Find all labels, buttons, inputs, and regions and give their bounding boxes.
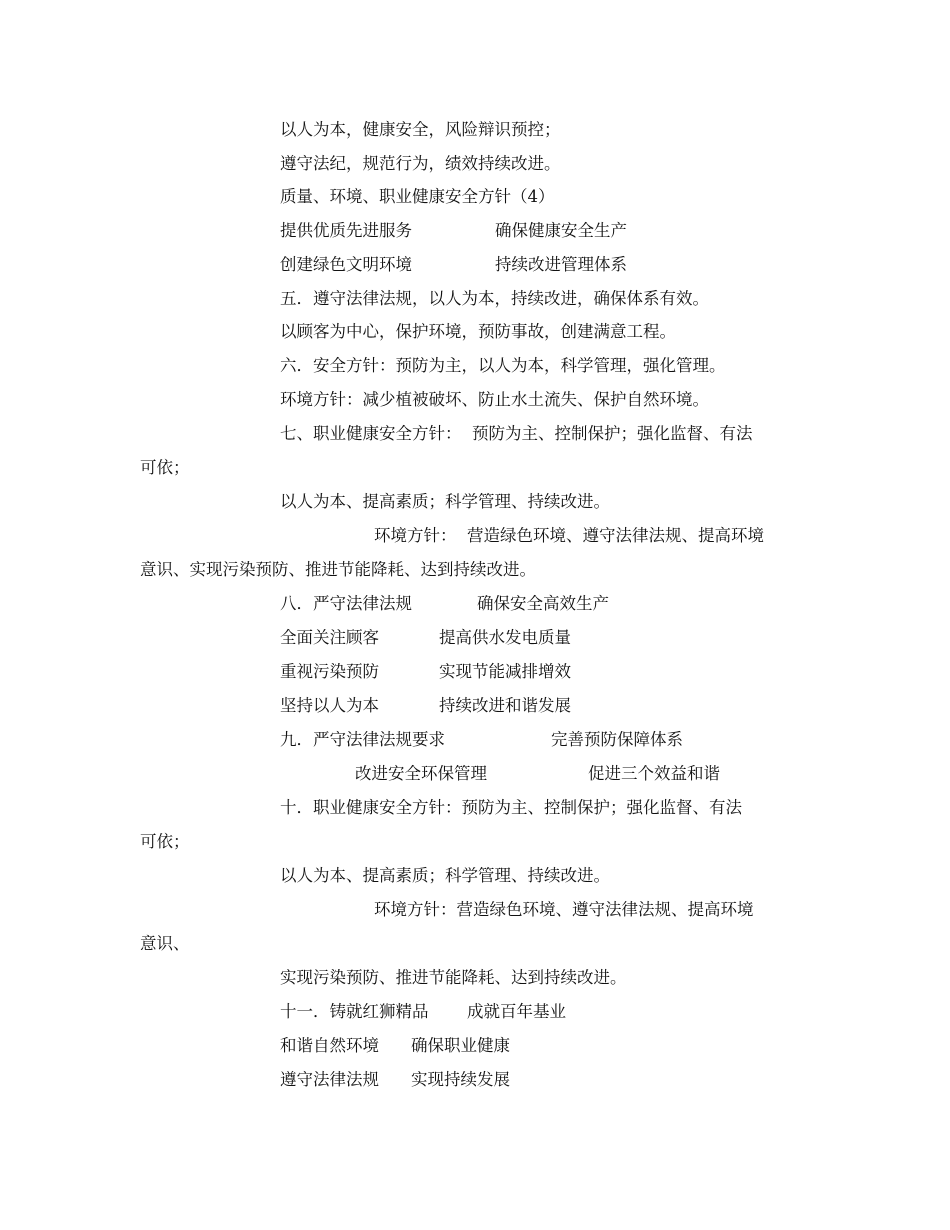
text-line: 六．安全方针：预防为主，以人为本，科学管理，强化管理。	[280, 356, 726, 375]
text-line: 可依；	[140, 458, 190, 477]
text-line: 以人为本、提高素质；科学管理、持续改进。	[280, 866, 610, 885]
text-line: 环境方针：减少植被破坏、防止水土流失、保护自然环境。	[280, 390, 709, 409]
text-line: 以人为本，健康安全，风险辩识预控；	[280, 120, 561, 139]
text-line: 十一．铸就红狮精品	[280, 1002, 429, 1021]
text-line: 完善预防保障体系	[551, 730, 683, 749]
text-line: 促进三个效益和谐	[588, 764, 720, 783]
text-line: 全面关注顾客	[280, 628, 379, 647]
text-line: 八．严守法律法规	[280, 594, 412, 613]
text-line: 实现污染预防、推进节能降耗、达到持续改进。	[280, 968, 627, 987]
text-line: 提供优质先进服务	[280, 221, 412, 240]
text-line: 七、职业健康安全方针： 预防为主、控制保护；强化监督、有法	[280, 424, 753, 443]
text-line: 创建绿色文明环境	[280, 255, 412, 274]
text-line: 持续改进和谐发展	[439, 696, 571, 715]
text-line: 持续改进管理体系	[495, 255, 627, 274]
text-line: 重视污染预防	[280, 662, 379, 681]
text-line: 以顾客为中心，保护环境，预防事故，创建满意工程。	[280, 322, 676, 341]
text-line: 实现节能减排增效	[439, 662, 571, 681]
text-line: 九．严守法律法规要求	[280, 730, 445, 749]
text-line: 确保健康安全生产	[495, 221, 627, 240]
text-line: 遵守法纪，规范行为，绩效持续改进。	[280, 154, 561, 173]
text-line: 确保安全高效生产	[477, 594, 609, 613]
text-line: 实现持续发展	[411, 1070, 510, 1089]
text-line: 坚持以人为本	[280, 696, 379, 715]
text-line: 质量、环境、职业健康安全方针（4）	[280, 187, 555, 206]
text-line: 十．职业健康安全方针：预防为主、控制保护；强化监督、有法	[280, 798, 742, 817]
text-line: 五．遵守法律法规，以人为本，持续改进，确保体系有效。	[280, 289, 709, 308]
text-line: 环境方针：营造绿色环境、遵守法律法规、提高环境	[374, 900, 754, 919]
text-line: 提高供水发电质量	[439, 628, 571, 647]
text-line: 改进安全环保管理	[355, 764, 487, 783]
text-line: 遵守法律法规	[280, 1070, 379, 1089]
text-line: 成就百年基业	[467, 1002, 566, 1021]
text-line: 意识、实现污染预防、推进节能降耗、达到持续改进。	[140, 560, 536, 579]
text-line: 可依；	[140, 832, 190, 851]
text-line: 和谐自然环境	[280, 1036, 379, 1055]
text-line: 环境方针： 营造绿色环境、遵守法律法规、提高环境	[374, 526, 764, 545]
text-line: 意识、	[140, 934, 190, 953]
text-line: 以人为本、提高素质；科学管理、持续改进。	[280, 492, 610, 511]
text-line: 确保职业健康	[411, 1036, 510, 1055]
